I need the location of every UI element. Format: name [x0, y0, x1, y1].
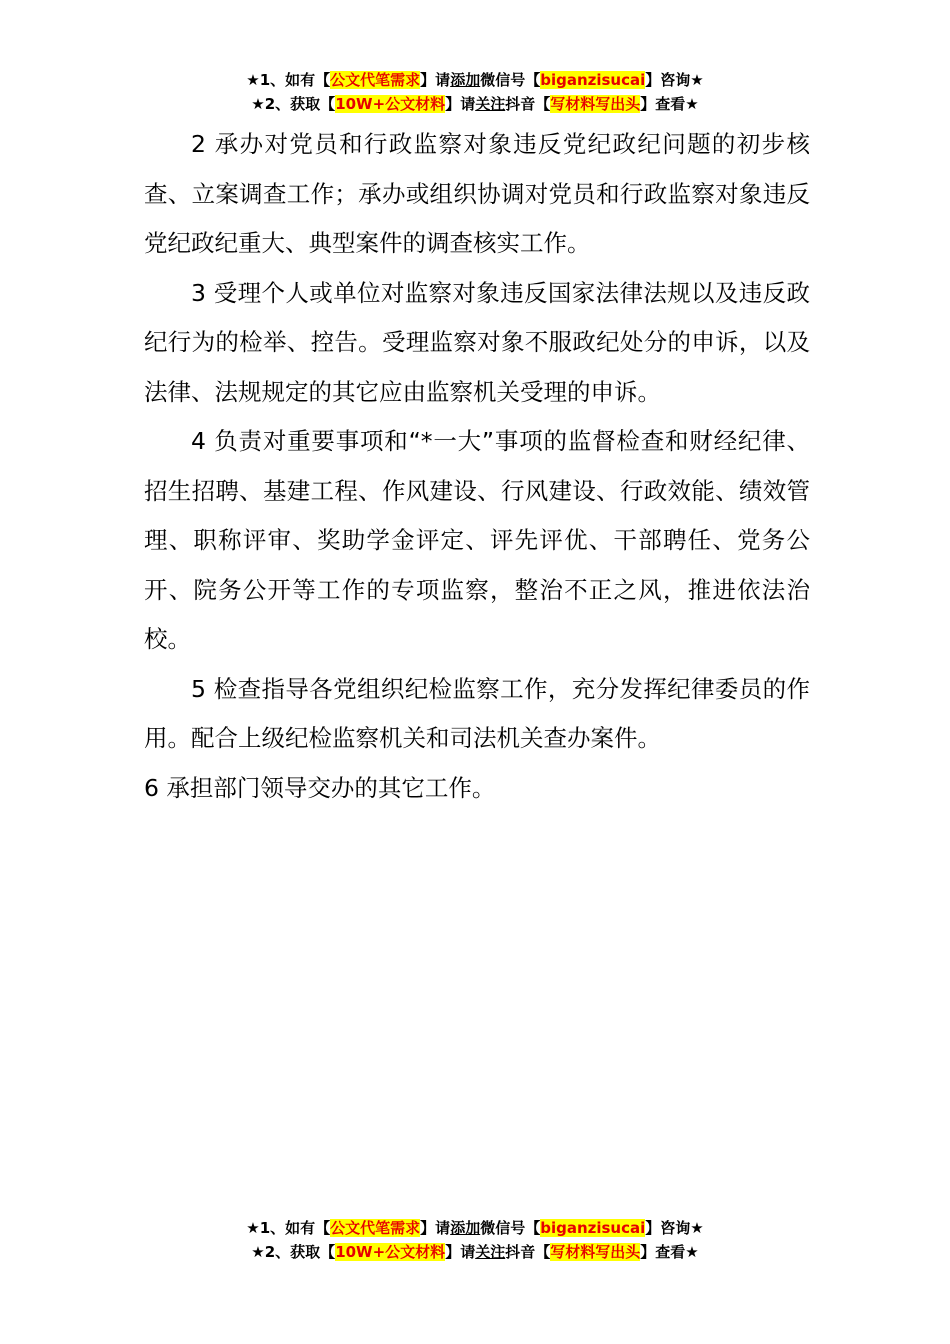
footer-line-2 [0, 1240, 950, 1264]
header-line-2-suffix: 】查看★ [640, 95, 699, 113]
footer-line-2-prefix: ★2、获取【 [251, 1243, 336, 1261]
document-body [144, 120, 810, 813]
footer-line-2-text-2: 抖音【 [505, 1243, 551, 1261]
paragraph-6: 6 承担部门领导交办的其它工作。 [144, 773, 496, 802]
footer-line-2-highlight-douyin: 写材料写出头 [550, 1243, 641, 1261]
footer-line-1-highlight-service: 公文代笔需求 [330, 1219, 421, 1237]
header-line-1-text-2: 微信号【 [480, 71, 541, 89]
header-line-1 [0, 68, 950, 92]
footer-line-2-highlight-materials: 10W+公文材料 [335, 1243, 446, 1261]
header-line-1-highlight-wechat: biganzisucai [540, 71, 646, 89]
header-line-2-prefix: ★2、获取【 [251, 95, 336, 113]
header-line-1-underlined: 添加 [450, 71, 481, 89]
footer-line-1-underlined: 添加 [450, 1219, 481, 1237]
footer-line-1-text: 】请 [420, 1219, 451, 1237]
paragraph-3: 3 受理个人或单位对监察对象违反国家法律法规以及违反政纪行为的检举、控告。受理监察对象不服政纪处分的申诉，以及法律、法规规定的其它应由监察机关受理的申诉。 [144, 278, 810, 406]
footer-line-1-text-2: 微信号【 [480, 1219, 541, 1237]
header-line-1-prefix: ★1、如有【 [246, 71, 331, 89]
footer-line-1-suffix: 】咨询★ [645, 1219, 704, 1237]
header-line-1-suffix: 】咨询★ [645, 71, 704, 89]
footer-line-1-prefix: ★1、如有【 [246, 1219, 331, 1237]
paragraph-4: 4 负责对重要事项和“*一大”事项的监督检查和财经纪律、招生招聘、基建工程、作风建设、行风建设、行政效能、绩效管理、职称评审、奖助学金评定、评先评优、干部聘任、党务公开、院务公开等工作的专项监察，整治不正之风，推进依法治校。 [144, 427, 810, 653]
header-line-1-highlight-service: 公文代笔需求 [330, 71, 421, 89]
header-line-2-underlined: 关注 [475, 95, 506, 113]
footer-line-2-text: 】请 [445, 1243, 476, 1261]
header-line-2-highlight-douyin: 写材料写出头 [550, 95, 641, 113]
header-line-2-text: 】请 [445, 95, 476, 113]
header-banner [0, 68, 950, 116]
header-line-2-highlight-materials: 10W+公文材料 [335, 95, 446, 113]
footer-line-1-highlight-wechat: biganzisucai [540, 1219, 646, 1237]
footer-banner [0, 1216, 950, 1264]
header-line-2-text-2: 抖音【 [505, 95, 551, 113]
paragraph-2: 2 承办对党员和行政监察对象违反党纪政纪问题的初步核查、立案调查工作；承办或组织协调对党员和行政监察对象违反党纪政纪重大、典型案件的调查核实工作。 [144, 130, 810, 257]
paragraph-5: 5 检查指导各党组织纪检监察工作，充分发挥纪律委员的作用。配合上级纪检监察机关和司法机关查办案件。 [144, 674, 810, 752]
footer-line-2-underlined: 关注 [475, 1243, 506, 1261]
footer-line-2-suffix: 】查看★ [640, 1243, 699, 1261]
footer-line-1 [0, 1216, 950, 1240]
header-line-1-text: 】请 [420, 71, 451, 89]
header-line-2 [0, 92, 950, 116]
